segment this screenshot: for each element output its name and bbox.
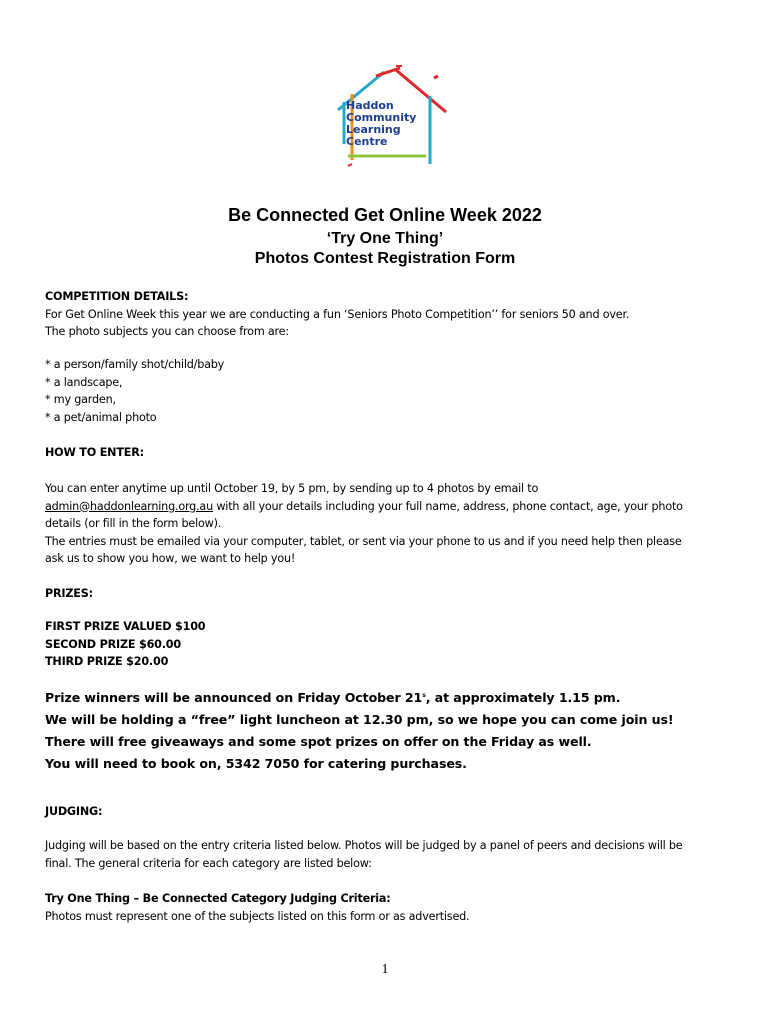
page-number: 1 bbox=[381, 962, 389, 977]
how-to-enter-text: details (or fill in the form below). bbox=[45, 517, 222, 530]
announcement-section bbox=[45, 685, 725, 775]
how-to-enter-text-rest: with all your details including your full name, address, phone contact, age, your photo bbox=[212, 499, 683, 513]
judging-text: Judging will be based on the entry criteria listed below. Photos will be judged by a panel of peers and decisions will be bbox=[45, 839, 683, 852]
logo-line: Learning bbox=[346, 123, 401, 136]
announcement-text: , at approximately 1.15 pm. bbox=[425, 690, 621, 706]
subject-list bbox=[45, 356, 725, 426]
judging-section bbox=[45, 837, 725, 872]
prize-item: SECOND PRIZE $60.00 bbox=[45, 637, 181, 651]
logo-line: Centre bbox=[346, 135, 388, 148]
form-title: Photos Contest Registration Form bbox=[254, 250, 516, 267]
logo-line: Community bbox=[346, 111, 417, 124]
how-to-enter-text: You can enter anytime up until October 19, by 5 pm, by sending up to 4 photos by email to bbox=[45, 482, 539, 495]
list-item: * a person/family shot/child/baby bbox=[45, 358, 225, 371]
judging-heading: JUDGING: bbox=[45, 805, 103, 818]
logo-base-mark bbox=[348, 164, 352, 166]
prize-item: FIRST PRIZE VALUED $100 bbox=[45, 620, 206, 633]
judging-heading-block bbox=[45, 803, 725, 821]
announcement-line: We will be holding a “free” light luncheon at 12.30 pm, so we hope you can come join us! bbox=[45, 712, 674, 728]
how-to-enter-text bbox=[45, 498, 725, 516]
date-suffix: s bbox=[422, 692, 426, 699]
logo-chimney-mark bbox=[434, 76, 438, 78]
prizes-heading: PRIZES: bbox=[45, 587, 93, 600]
how-to-enter-heading-block bbox=[45, 444, 725, 462]
competition-intro: For Get Online Week this year we are conducting a fun ‘Seniors Photo Competition’’ for seniors 50 and over. bbox=[45, 307, 630, 321]
list-item: * my garden, bbox=[45, 393, 116, 406]
criteria-section bbox=[45, 890, 725, 925]
announcement-line: You will need to book on, 5342 7050 for catering purchases. bbox=[45, 756, 467, 772]
how-to-enter-section bbox=[45, 480, 725, 568]
announcement-text: Prize winners will be announced on Friday October 21 bbox=[45, 690, 423, 706]
competition-intro: The photo subjects you can choose from are: bbox=[45, 325, 289, 338]
document-title: Be Connected Get Online Week 2022 bbox=[228, 205, 542, 225]
list-item: * a pet/animal photo bbox=[45, 410, 157, 424]
criteria-text: Photos must represent one of the subjects listed on this form or as advertised. bbox=[45, 909, 470, 923]
announcement-line bbox=[45, 685, 725, 709]
prize-list bbox=[45, 618, 725, 671]
competition-heading: COMPETITION DETAILS: bbox=[45, 290, 189, 303]
email-link[interactable]: admin@haddonlearning.org.au bbox=[45, 499, 213, 513]
judging-text: final. The general criteria for each category are listed below: bbox=[45, 856, 372, 870]
logo-line: Haddon bbox=[346, 99, 394, 112]
logo-wordmark bbox=[346, 100, 436, 148]
competition-section bbox=[45, 288, 725, 341]
list-item: * a landscape, bbox=[45, 375, 123, 389]
announcement-line: There will free giveaways and some spot prizes on offer on the Friday as well. bbox=[45, 734, 592, 750]
criteria-heading: Try One Thing – Be Connected Category Judging Criteria: bbox=[45, 892, 391, 905]
how-to-enter-text: The entries must be emailed via your computer, tablet, or sent via your phone to us and if you need help then please bbox=[45, 534, 682, 548]
document-subtitle: ‘Try One Thing’ bbox=[326, 230, 444, 247]
how-to-enter-text: ask us to show you how, we want to help you! bbox=[45, 552, 296, 565]
how-to-enter-heading: HOW TO ENTER: bbox=[45, 446, 144, 459]
prize-item: THIRD PRIZE $20.00 bbox=[45, 655, 169, 668]
prizes-heading-block bbox=[45, 585, 725, 603]
